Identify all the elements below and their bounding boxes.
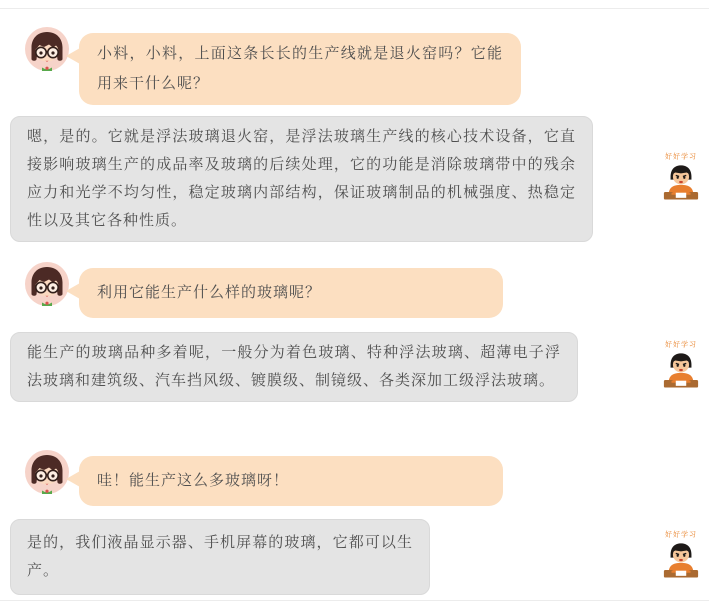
boy-avatar-icon <box>662 566 700 583</box>
boy-avatar-icon <box>662 188 700 205</box>
avatar-caption: 好好学习 <box>665 341 697 349</box>
teacher-message-row <box>10 116 709 242</box>
student-message-row <box>25 450 709 506</box>
teacher-bubble: 是的，我们液晶显示器、手机屏幕的玻璃，它都可以生产。 <box>10 519 430 595</box>
teacher-avatar <box>655 341 707 394</box>
teacher-bubble: 能生产的玻璃品种多着呢，一般分为着色玻璃、特种浮法玻璃、超薄电子浮法玻璃和建筑级、汽车挡风级、镀膜级、制镜级、各类深加工级浮法玻璃。 <box>10 332 578 402</box>
girl-avatar-icon <box>25 450 69 494</box>
girl-avatar-icon <box>25 262 69 306</box>
boy-avatar-icon <box>662 376 700 393</box>
avatar-caption: 好好学习 <box>665 153 697 161</box>
top-divider <box>0 8 709 9</box>
teacher-message-row <box>10 332 709 402</box>
teacher-avatar <box>655 153 707 206</box>
bottom-divider <box>0 600 709 601</box>
girl-avatar-icon <box>25 27 69 71</box>
avatar-caption: 好好学习 <box>665 531 697 539</box>
teacher-bubble: 嗯，是的。它就是浮法玻璃退火窑，是浮法玻璃生产线的核心技术设备，它直接影响玻璃生产的成品率及玻璃的后续处理，它的功能是消除玻璃带中的残余应力和光学不均匀性，稳定玻璃内部结构，保证玻璃制品的机械强度、热稳定性以及其它各种性质。 <box>10 116 593 242</box>
teacher-avatar <box>655 531 707 584</box>
student-bubble: 小料，小料，上面这条长长的生产线就是退火窑吗？它能用来干什么呢？ <box>79 33 521 105</box>
student-message-row <box>25 27 709 105</box>
student-bubble: 利用它能生产什么样的玻璃呢？ <box>79 268 503 318</box>
student-bubble: 哇！能生产这么多玻璃呀！ <box>79 456 503 506</box>
student-message-row <box>25 262 709 318</box>
teacher-message-row <box>10 519 709 595</box>
